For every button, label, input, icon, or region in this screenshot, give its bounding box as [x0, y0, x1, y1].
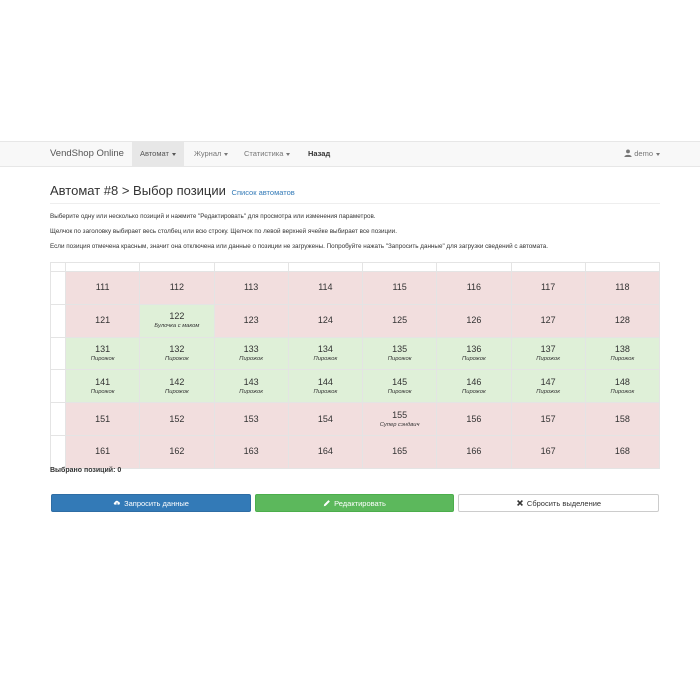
- product-name: Пирожок: [165, 388, 189, 395]
- column-header[interactable]: [140, 263, 214, 272]
- column-header[interactable]: [363, 263, 437, 272]
- caret-down-icon: [224, 153, 228, 156]
- row-header[interactable]: [51, 435, 66, 468]
- position-cell[interactable]: [585, 435, 659, 468]
- caret-down-icon: [286, 153, 290, 156]
- nav-journal-menu[interactable]: [186, 142, 236, 166]
- position-cell[interactable]: [585, 370, 659, 403]
- selected-count-value: 0: [117, 467, 122, 474]
- position-cell[interactable]: [288, 337, 362, 370]
- nav-statistics-menu[interactable]: [236, 142, 298, 166]
- product-name: Пирожок: [610, 355, 635, 362]
- position-number: 142: [169, 376, 185, 387]
- position-cell[interactable]: [140, 370, 214, 403]
- position-cell[interactable]: [66, 337, 140, 370]
- position-number: 138: [614, 343, 630, 354]
- divider: [50, 203, 660, 204]
- position-number: 143: [243, 376, 259, 387]
- position-cell[interactable]: [66, 403, 140, 436]
- position-cell[interactable]: [363, 435, 437, 468]
- position-cell[interactable]: [437, 304, 511, 337]
- product-name: Пирожок: [610, 388, 635, 395]
- product-name: Пирожок: [536, 388, 560, 395]
- position-cell[interactable]: [363, 403, 437, 436]
- position-number: 158: [614, 413, 630, 424]
- position-cell[interactable]: [511, 403, 585, 436]
- position-number: 136: [466, 343, 482, 354]
- position-cell[interactable]: [140, 403, 214, 436]
- user-name: demo: [634, 149, 653, 158]
- position-number: 164: [317, 446, 333, 457]
- row-header[interactable]: [51, 370, 66, 403]
- help-text-2: Щелчок по заголовку выбирает весь столбец или всю строку. Щелчок по левой верхней ячейке выбирает все позиции.: [50, 228, 397, 235]
- position-number: 125: [392, 315, 408, 326]
- grid-row: [51, 304, 660, 337]
- position-cell[interactable]: [214, 403, 288, 436]
- position-number: 152: [169, 413, 185, 424]
- navbar: [0, 141, 700, 167]
- position-cell[interactable]: [288, 435, 362, 468]
- position-number: 112: [169, 282, 185, 293]
- position-cell[interactable]: [66, 370, 140, 403]
- grid-row: [51, 272, 660, 305]
- position-number: 161: [95, 446, 111, 457]
- position-number: 114: [318, 282, 333, 293]
- close-icon: [516, 499, 524, 507]
- position-number: 133: [243, 343, 259, 354]
- position-cell[interactable]: [363, 272, 437, 305]
- position-number: 168: [614, 446, 630, 457]
- position-number: 113: [243, 282, 259, 293]
- position-number: 163: [243, 446, 259, 457]
- position-cell[interactable]: [140, 272, 214, 305]
- position-cell[interactable]: [511, 272, 585, 305]
- product-name: Пирожок: [165, 355, 189, 362]
- selected-count: [50, 467, 121, 474]
- position-number: 116: [466, 282, 482, 293]
- grid-row: [51, 435, 660, 468]
- position-cell[interactable]: [363, 337, 437, 370]
- position-cell[interactable]: [437, 337, 511, 370]
- position-cell[interactable]: [363, 370, 437, 403]
- position-number: 156: [466, 413, 482, 424]
- help-text-1: Выберите одну или несколько позиций и нажмите "Редактировать" для просмотра или изменения параметров.: [50, 213, 376, 220]
- nav-back-link[interactable]: Назад: [308, 149, 331, 158]
- position-cell[interactable]: [66, 304, 140, 337]
- column-header[interactable]: [214, 263, 288, 272]
- page-title-text: Автомат #8 > Выбор позиции: [50, 183, 226, 198]
- position-number: 111: [95, 282, 110, 293]
- position-cell[interactable]: [214, 337, 288, 370]
- nav-statistics-label: Статистика: [244, 149, 284, 158]
- product-name: Пирожок: [239, 388, 263, 395]
- position-number: 131: [95, 343, 111, 354]
- position-number: 146: [466, 376, 482, 387]
- row-header[interactable]: [51, 337, 66, 370]
- pencil-icon: [323, 499, 331, 507]
- position-number: 145: [392, 376, 408, 387]
- position-number: 167: [540, 446, 556, 457]
- position-cell[interactable]: [585, 304, 659, 337]
- position-number: 141: [95, 376, 111, 387]
- position-number: 118: [615, 282, 630, 293]
- position-number: 132: [169, 343, 185, 354]
- nav-automat-label: Автомат: [140, 149, 169, 158]
- product-name: Пирожок: [387, 355, 412, 362]
- product-name: Пирожок: [239, 355, 263, 362]
- product-name: Пирожок: [387, 388, 412, 395]
- position-number: 122: [169, 311, 185, 322]
- grid-header-row: [51, 263, 660, 272]
- help-text-3: Если позиция отмечена красным, значит она отключена или данные о позиции не загружены. Попробуйте нажать "Запросить данные" для загрузки сведений с автомата.: [50, 243, 549, 250]
- selected-label: Выбрано позиций:: [50, 467, 116, 474]
- position-number: 134: [317, 343, 333, 354]
- position-number: 162: [169, 446, 185, 457]
- position-number: 117: [540, 282, 556, 293]
- position-number: 121: [95, 315, 111, 326]
- position-cell[interactable]: [288, 403, 362, 436]
- grid-row: [51, 370, 660, 403]
- product-name: Пирожок: [313, 355, 338, 362]
- request-data-button[interactable]: [51, 494, 251, 512]
- position-cell[interactable]: [511, 370, 585, 403]
- position-number: 151: [95, 413, 111, 424]
- grid-row: [51, 403, 660, 436]
- position-cell[interactable]: [437, 370, 511, 403]
- position-cell[interactable]: [437, 403, 511, 436]
- product-name: Супер сэндвич: [379, 421, 420, 428]
- automats-list-link[interactable]: Список автоматов: [231, 188, 295, 197]
- request-data-label: Запросить данные: [124, 499, 189, 508]
- position-number: 115: [392, 282, 407, 293]
- position-number: 155: [392, 409, 408, 420]
- brand-logo[interactable]: VendShop Online: [50, 148, 124, 159]
- position-cell[interactable]: [66, 272, 140, 305]
- position-cell[interactable]: [214, 272, 288, 305]
- column-header[interactable]: [288, 263, 362, 272]
- nav-automat-menu[interactable]: [132, 142, 184, 166]
- row-header[interactable]: [51, 403, 66, 436]
- edit-label: Редактировать: [334, 499, 386, 508]
- user-menu[interactable]: [624, 142, 660, 166]
- position-cell[interactable]: [585, 403, 659, 436]
- select-all-corner[interactable]: [51, 263, 66, 272]
- position-number: 144: [317, 376, 333, 387]
- position-number: 154: [317, 413, 333, 424]
- position-number: 153: [243, 413, 259, 424]
- position-number: 123: [243, 315, 259, 326]
- position-cell[interactable]: [288, 272, 362, 305]
- row-header[interactable]: [51, 272, 66, 305]
- column-header[interactable]: [66, 263, 140, 272]
- caret-down-icon: [656, 153, 660, 156]
- position-cell[interactable]: [511, 337, 585, 370]
- column-header[interactable]: [437, 263, 511, 272]
- position-cell[interactable]: [288, 370, 362, 403]
- user-icon: [624, 149, 632, 157]
- position-cell[interactable]: [437, 272, 511, 305]
- position-cell[interactable]: [140, 304, 214, 337]
- product-name: Пирожок: [313, 388, 338, 395]
- position-number: 148: [614, 376, 630, 387]
- caret-down-icon: [172, 153, 176, 156]
- position-number: 135: [392, 343, 408, 354]
- position-number: 128: [614, 315, 630, 326]
- position-cell[interactable]: [511, 304, 585, 337]
- position-cell[interactable]: [140, 435, 214, 468]
- position-cell[interactable]: [214, 304, 288, 337]
- position-number: 166: [466, 446, 482, 457]
- product-name: Пирожок: [462, 355, 486, 362]
- grid-row: [51, 337, 660, 370]
- position-number: 124: [317, 315, 333, 326]
- position-number: 147: [540, 376, 556, 387]
- edit-button[interactable]: [255, 494, 454, 512]
- product-name: Пирожок: [90, 355, 115, 362]
- column-header[interactable]: [585, 263, 659, 272]
- position-cell[interactable]: [511, 435, 585, 468]
- position-number: 157: [540, 413, 556, 424]
- position-cell[interactable]: [66, 435, 140, 468]
- position-cell[interactable]: [585, 337, 659, 370]
- nav-journal-label: Журнал: [194, 149, 222, 158]
- position-cell[interactable]: [437, 435, 511, 468]
- position-cell[interactable]: [214, 370, 288, 403]
- position-cell[interactable]: [585, 272, 659, 305]
- reset-selection-label: Сбросить выделение: [526, 499, 602, 508]
- page-title: [50, 183, 295, 198]
- product-name: Булочка с маком: [154, 323, 200, 330]
- position-number: 126: [466, 315, 482, 326]
- row-header[interactable]: [51, 304, 66, 337]
- position-number: 165: [392, 446, 408, 457]
- column-header[interactable]: [511, 263, 585, 272]
- product-name: Пирожок: [462, 388, 486, 395]
- positions-grid: [50, 262, 660, 469]
- product-name: Пирожок: [90, 388, 115, 395]
- product-name: Пирожок: [536, 355, 560, 362]
- position-cell[interactable]: [363, 304, 437, 337]
- position-number: 127: [540, 315, 556, 326]
- position-number: 137: [540, 343, 556, 354]
- position-cell[interactable]: [214, 435, 288, 468]
- position-cell[interactable]: [140, 337, 214, 370]
- reset-selection-button[interactable]: [458, 494, 659, 512]
- cloud-download-icon: [113, 499, 121, 507]
- position-cell[interactable]: [288, 304, 362, 337]
